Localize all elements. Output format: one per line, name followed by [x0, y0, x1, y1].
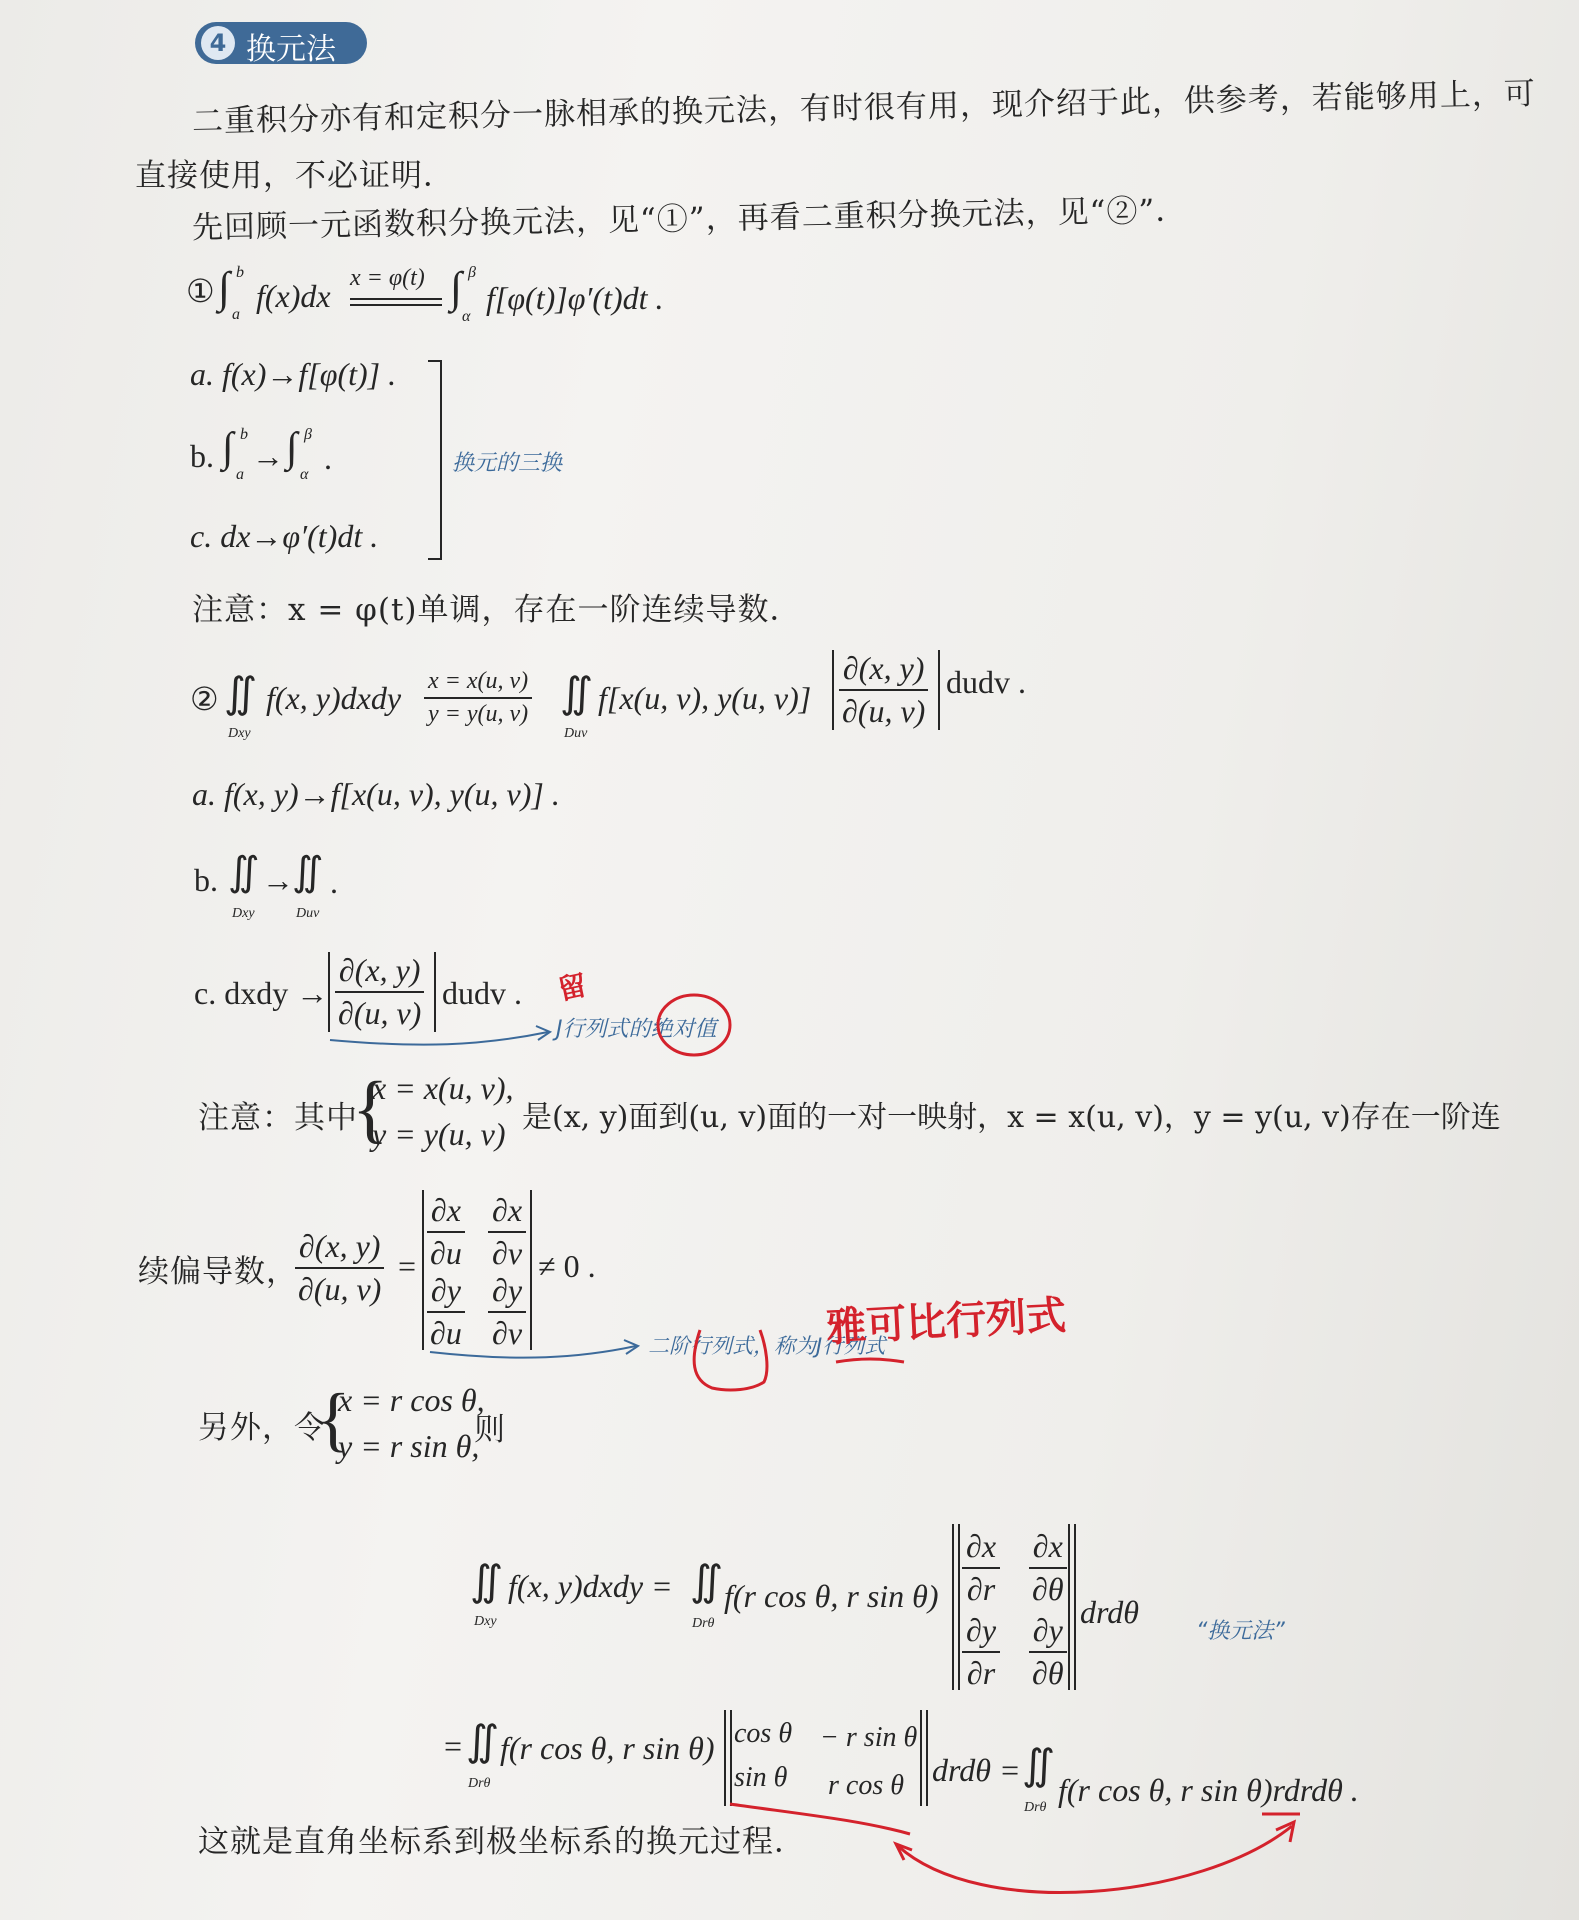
polar-m12: − r sin θ: [820, 1722, 918, 1753]
double-c-red-mark: 留: [555, 968, 590, 1007]
polar-lhs-integral: ∬: [470, 1559, 504, 1605]
e12-num: ∂x: [1029, 1528, 1067, 1569]
polar-rhs-body: f(r cos θ, r sin θ): [724, 1578, 939, 1614]
single-step-a: a. f(x)→f[φ(t)] .: [190, 356, 397, 392]
polar-m22: r cos θ: [828, 1770, 904, 1801]
polar-tail: drdθ: [1080, 1594, 1139, 1630]
e21-num: ∂y: [962, 1612, 1000, 1653]
double-c-jac-num: ∂(x, y): [335, 952, 425, 993]
e21-den: ∂r: [966, 1655, 996, 1691]
double-step-b-from-domain: Dxy: [232, 906, 255, 921]
double-rhs-body: f[x(u, v), y(u, v)]: [598, 680, 812, 716]
polar-then: 则: [474, 1412, 506, 1448]
double-sub-bottom: y = y(u, v): [428, 701, 529, 727]
e12-den: ∂θ: [1032, 1571, 1064, 1607]
double-step-a: a. f(x, y)→f[x(u, v), y(u, v)] .: [192, 776, 560, 812]
single-lhs-lower: a: [232, 306, 240, 323]
single-step-b-from-lower: a: [236, 466, 244, 483]
polar-intro: 另外，令: [198, 1410, 326, 1446]
double-rhs-integral: ∬: [560, 671, 594, 717]
intro-line-1: 二重积分亦有和定积分一脉相承的换元法，有时很有用，现介绍于此，供参考，若能够用上，可: [191, 75, 1537, 140]
single-step-b-from: ∫: [222, 425, 234, 471]
double-rhs-tail: dudv .: [946, 664, 1026, 700]
single-rhs-upper: β: [468, 264, 476, 281]
single-step-b-label: b.: [190, 438, 214, 474]
j-note-red-underline: [836, 1359, 904, 1362]
double-note2-neq: ≠ 0 .: [538, 1248, 596, 1284]
red-connecting-arrow: [898, 1826, 1292, 1893]
j21-den: ∂u: [430, 1315, 462, 1351]
j22-num: ∂y: [488, 1272, 526, 1313]
j-note-red-bracket: [694, 1330, 767, 1390]
double-note-brace: {: [352, 1067, 389, 1151]
polar-line2-domain2: Drθ: [1024, 1800, 1047, 1815]
single-lhs-integral: ∫: [218, 263, 231, 312]
single-step-b-arrow: →: [252, 438, 284, 474]
single-lhs-body: f(x)dx: [256, 278, 331, 314]
j11-num: ∂x: [427, 1192, 465, 1233]
double-note-sys-bottom: y = y(u, v): [372, 1116, 506, 1152]
polar-m11: cos θ: [734, 1718, 793, 1749]
j11-den: ∂u: [430, 1235, 462, 1271]
double-note-sys-top: x = x(u, v),: [372, 1070, 514, 1106]
double-note-rest: 是(x, y)面到(u, v)面的一对一映射，x = x(u, v)，y = y(u, v)存在一阶连: [522, 1100, 1501, 1135]
single-step-b-to-upper: β: [304, 426, 312, 443]
polar-rhs-domain: Drθ: [692, 1616, 715, 1631]
e11-den: ∂r: [966, 1571, 996, 1607]
intro-line-3: 先回顾一元函数积分换元法，见“①”，再看二重积分换元法，见“②”．: [191, 192, 1188, 246]
double-marker: ②: [190, 681, 219, 717]
double-jac-num: ∂(x, y): [839, 650, 929, 691]
j21-num: ∂y: [427, 1272, 465, 1313]
polar-line2-eq: =: [444, 1728, 463, 1764]
section-number: 4: [201, 26, 235, 60]
polar-line2-integral: ∬: [466, 1719, 500, 1765]
intro-line-2: 直接使用，不必证明．: [135, 158, 455, 194]
j12-num: ∂x: [488, 1192, 526, 1233]
polar-conclusion: 这就是直角坐标系到极坐标系的换元过程．: [198, 1824, 806, 1860]
j12-den: ∂v: [492, 1235, 523, 1271]
polar-rhs-integral: ∬: [690, 1559, 724, 1605]
double-note2-prefix: 续偏导数，: [138, 1254, 298, 1290]
double-note2-jac-den: ∂(u, v): [298, 1271, 382, 1307]
double-j-red-note: 雅可比行列式: [825, 1292, 1068, 1352]
e11-num: ∂x: [962, 1528, 1000, 1569]
double-c-note: J行列式的绝对值: [556, 1017, 717, 1042]
double-lhs-body: f(x, y)dxdy: [266, 680, 402, 716]
double-rhs-domain: Duv: [564, 726, 588, 741]
c-note-arrow: [330, 1032, 548, 1045]
polar-lhs-body: f(x, y)dxdy =: [508, 1568, 673, 1604]
single-step-c: c. dx→φ′(t)dt .: [190, 518, 379, 554]
single-note: 注意：x = φ(t)单调，存在一阶连续导数．: [192, 592, 802, 628]
double-step-c-label: c. dxdy →: [194, 975, 329, 1011]
section-title: 换元法: [246, 32, 336, 67]
j-note-arrow: [430, 1346, 636, 1358]
double-step-b-from: ∬: [228, 849, 260, 894]
polar-m21: sin θ: [734, 1762, 788, 1793]
double-step-b-to-domain: Duv: [296, 906, 320, 921]
double-note-prefix: 注意：其中: [198, 1100, 358, 1136]
single-step-b-from-upper: b: [240, 426, 248, 443]
double-note2-jac-num: ∂(x, y): [295, 1228, 385, 1269]
double-j-note: 二阶行列式，称为J行列式: [648, 1334, 886, 1358]
e22-den: ∂θ: [1032, 1655, 1064, 1691]
single-step-b-to: ∫: [286, 425, 298, 471]
polar-line2-integral2: ∬: [1022, 1743, 1056, 1789]
double-sub-top: x = x(u, v): [424, 668, 532, 699]
double-c-jac-den: ∂(u, v): [338, 995, 422, 1031]
single-rhs-integral: ∫: [450, 263, 463, 312]
polar-line2-body: f(r cos θ, r sin θ): [500, 1730, 715, 1766]
polar-sys-top: x = r cos θ,: [338, 1382, 485, 1418]
e22-num: ∂y: [1029, 1612, 1067, 1653]
single-rhs-body: f[φ(t)]φ′(t)dt .: [486, 280, 664, 316]
j22-den: ∂v: [492, 1315, 523, 1351]
double-step-b-to: ∬: [292, 849, 324, 894]
single-marker: ①: [186, 273, 215, 309]
polar-hand-note: “换元法”: [1196, 1619, 1285, 1644]
double-lhs-integral: ∬: [224, 671, 258, 717]
single-lhs-upper: b: [236, 264, 244, 281]
single-rhs-lower: α: [462, 308, 471, 325]
polar-brace: {: [316, 1379, 351, 1459]
double-lhs-domain: Dxy: [228, 726, 251, 741]
polar-line2-mid: drdθ =: [932, 1752, 1021, 1788]
polar-sys-bottom: y = r sin θ,: [338, 1428, 480, 1464]
double-step-c-tail: dudv .: [442, 975, 522, 1011]
matrix-red-underline: [730, 1804, 910, 1834]
double-step-b-dot: .: [330, 864, 338, 900]
single-brace-note: 换元的三换: [452, 451, 563, 476]
single-step-b-to-lower: α: [300, 466, 309, 483]
double-jac-den: ∂(u, v): [842, 693, 926, 729]
double-note2-equals: =: [398, 1248, 417, 1284]
c-note-red-circle: [658, 995, 730, 1055]
polar-line2-end: f(r cos θ, r sin θ)rdrdθ .: [1058, 1772, 1359, 1808]
single-sub-over: x = φ(t): [350, 265, 425, 291]
double-step-b-label: b.: [194, 862, 218, 898]
polar-lhs-domain: Dxy: [474, 1614, 497, 1629]
single-step-b-dot: .: [324, 440, 332, 476]
polar-line2-domain: Drθ: [468, 1776, 491, 1791]
double-step-b-arrow: →: [262, 862, 294, 898]
